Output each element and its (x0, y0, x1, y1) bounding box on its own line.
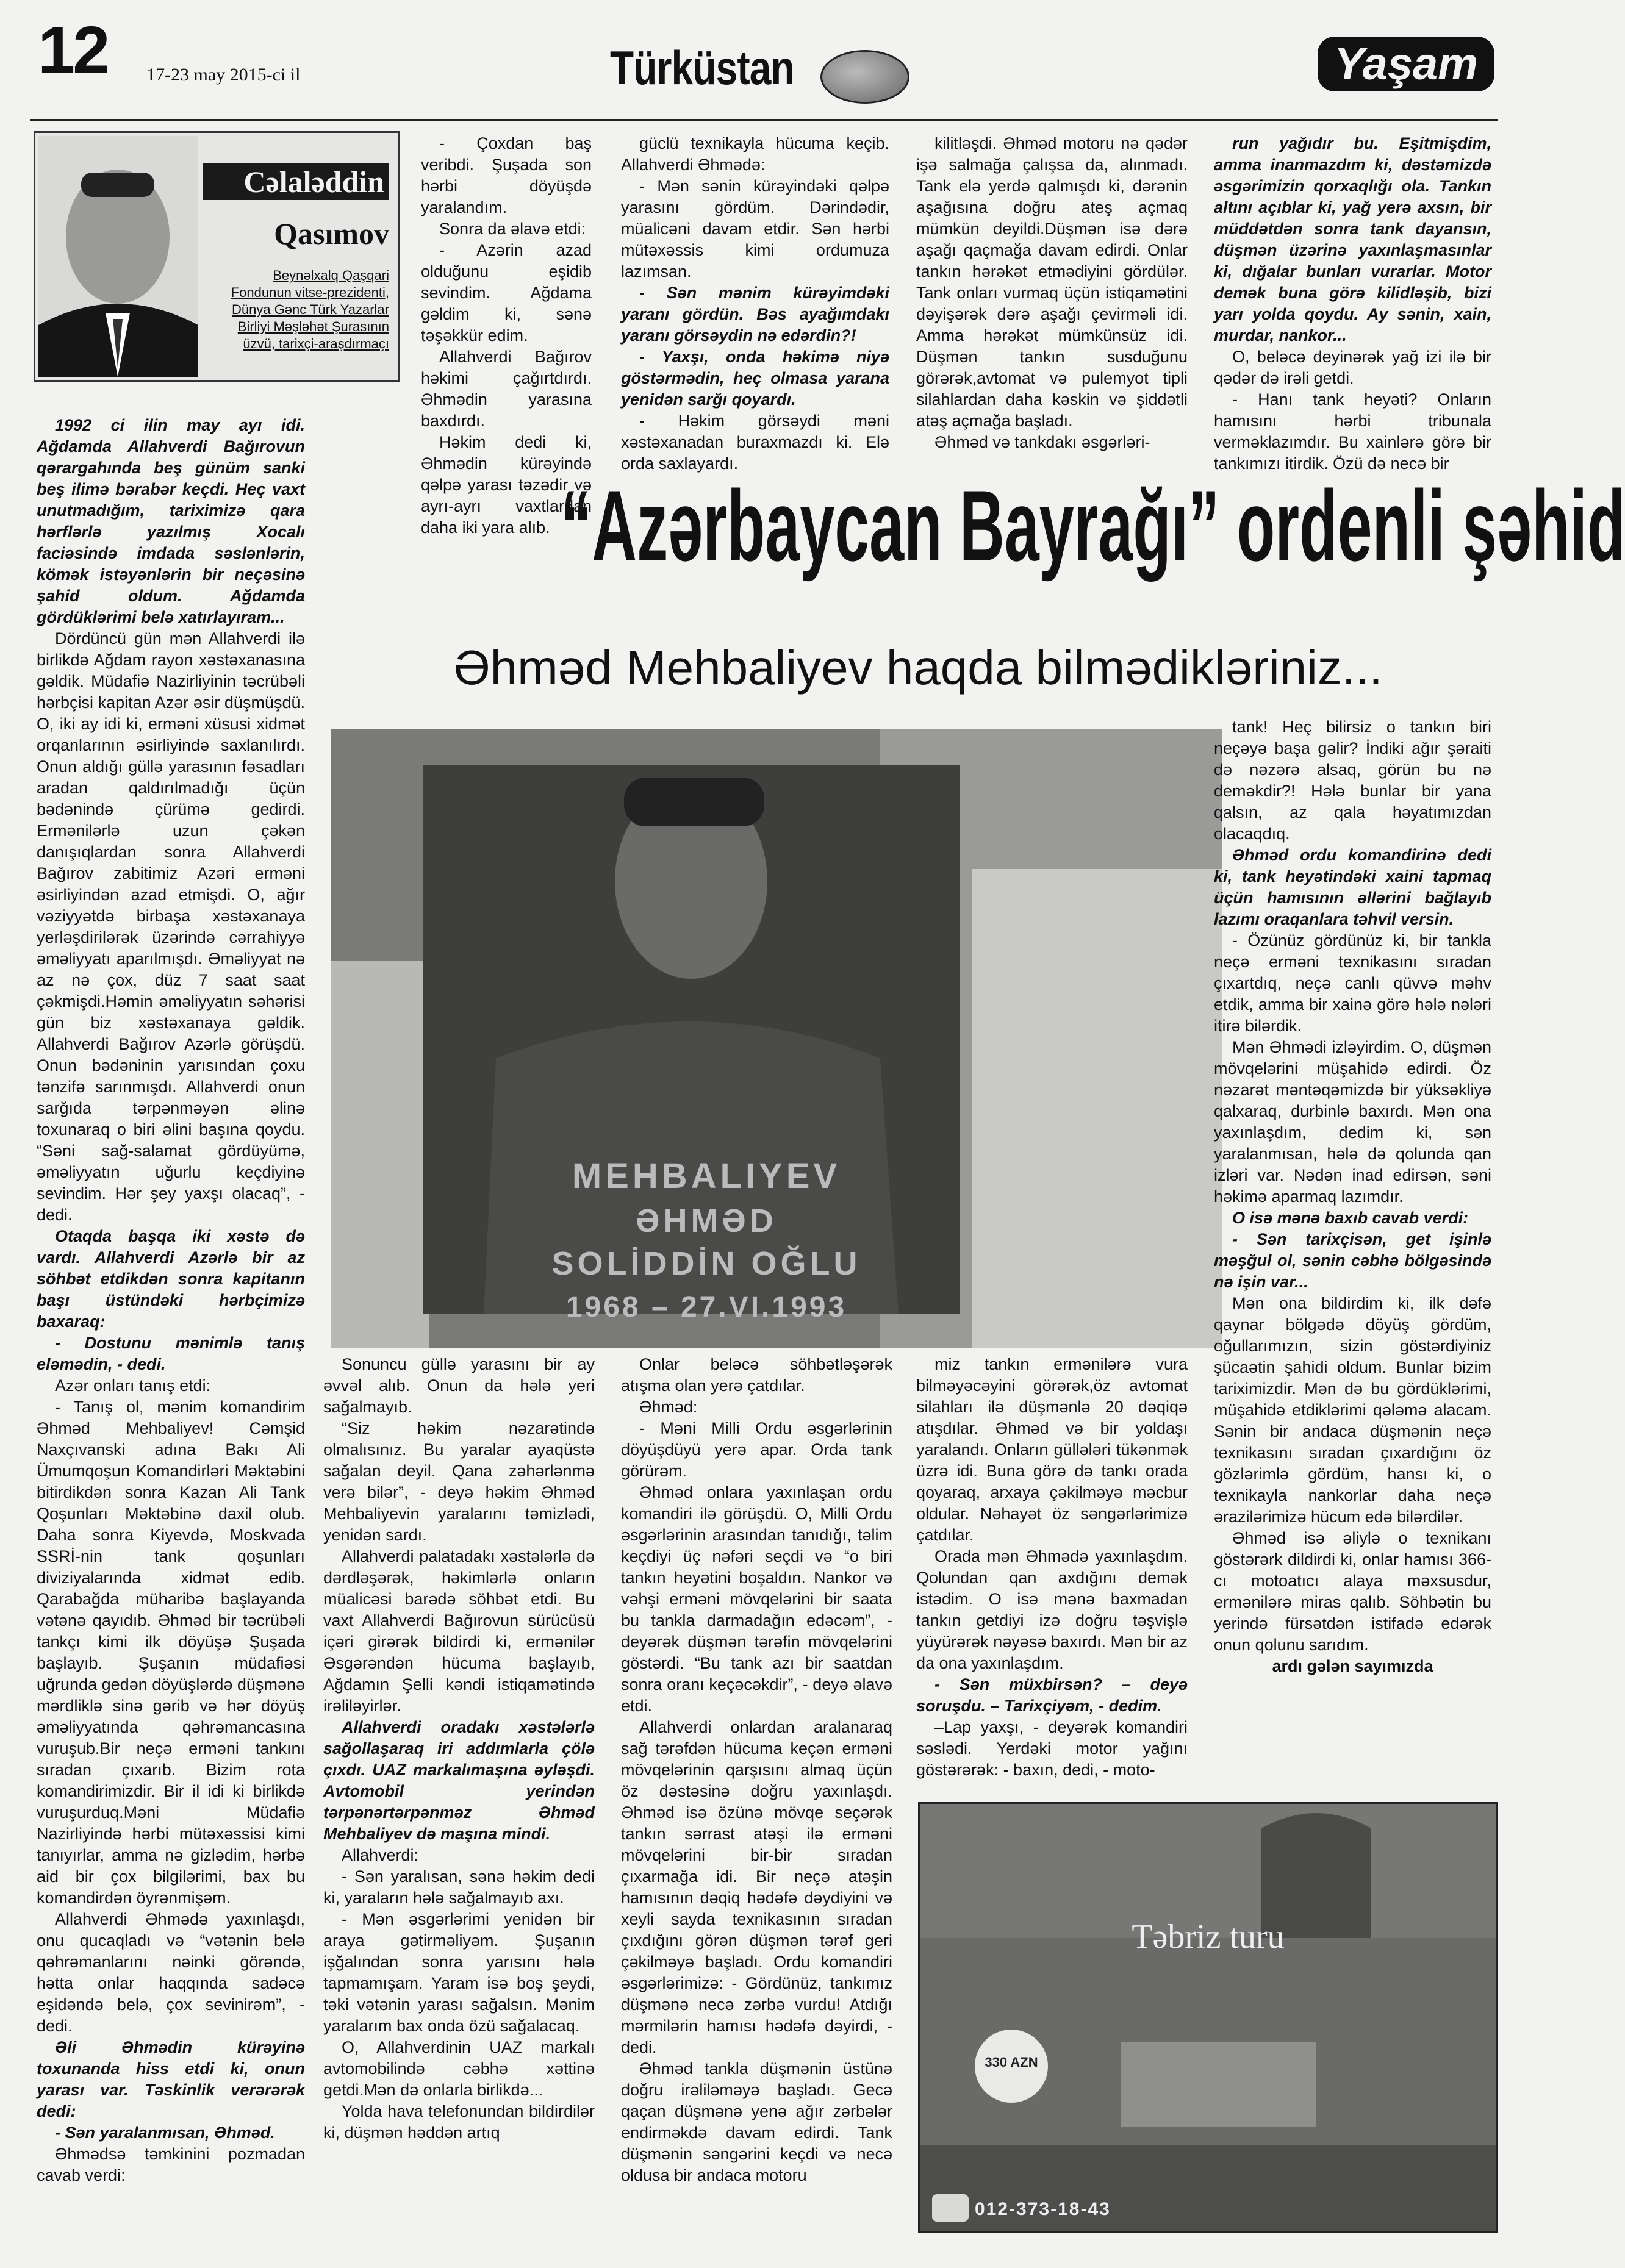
grave-line-1: MEHBALIYEV (572, 1156, 841, 1196)
paragraph: - Sən mənim kürəyimdəki yaranı gördün. Bəs ayağımdakı yaranı görsəydin nə edərdin?! (621, 284, 889, 345)
paragraph: - Dostunu mənimlə tanış eləmədin, - dedi. (37, 1334, 305, 1373)
paragraph: - Yaxşı, onda həkimə niyə göstərmədin, heç olmasa yarana yenidən sarğı qoyardı. (621, 348, 889, 409)
section-name: Yaşam (1318, 37, 1494, 91)
top-column-3 (621, 133, 889, 493)
top-column-5 (1214, 133, 1491, 493)
paragraph: tank! Heç bilirsiz o tankın biri neçəyə başa gəlir? İndiki ağır şəraiti də nəzərə alsaq, görün bu nə deməkdir?! Hələ bunlar bir yana qalsın, az qala həyatımızdan olacaqdıq. (1214, 718, 1491, 843)
paragraph: Allahverdi Əhmədə yaxınlaşdı, onu qucaqladı və “vətənin belə qəhrəmanlarını nəinki görəndə, hətta onlar haqqında sadəcə eşidəndə belə, çox sevinirəm”, - dedi. (37, 1910, 305, 2035)
masthead-rule (30, 119, 1498, 121)
paragraph: Əhmədsə təmkinini pozmadan cavab verdi: (37, 2145, 305, 2184)
paragraph: Sonuncu güllə yarasını bir ay əvvəl alıb. Onun da hələ yeri sağalmayıb. (323, 1355, 595, 1416)
paragraph: Dördüncü gün mən Allahverdi ilə birlikdə Ağdam rayon xəstəxanasına gəldik. Müdafiə Nazirliyinin təcrübəli hərbçisi kapitan Azər əsir düşmüşdü. O, iki ay idi ki, erməni xüsusi xidmət orqanlarının əsirliyində saxlanılırdı. Onun aldığı güllə yarasının fəsadları aradan qaldırılmadığı üçün bədənində çürümə gedirdi. Ermənilərlə uzun çəkən danışıqlardan sonra Allahverdi Bağırov zabitimiz Azəri erməni əsirliyindən azad etmişdi. O, ağır vəziyyətdə birbaşa xəstəxanaya yerləşdirilərək üzərində cərrahiyyə əməliyyatı aparılmışdı. Əməliyyat nə az nə çox, düz 7 saat saat çəkmişdi.Həmin əməliyyatın səhərisi gün biz xəstəxanaya gəldik. Allahverdi Bağırov Azərlə görüşdü. Onun bədəninin yarısından çoxu tənzifə sarınmışdı. Allahverdi onun sarğıda tərpənməyən əlinə toxunaraq o biri əlini başına qoydu. “Səni sağ-salamat gördüyümə, əməliyyatın uğurlu keçdiyinə sevindim. Hər şey yaxşı olacaq”, - dedi. (37, 629, 305, 1224)
paragraph: - Məni Milli Ordu əsgərlərinin döyüşdüyü yerə apar. Orda tank görürəm. (621, 1419, 892, 1480)
paragraph: kilitləşdi. Əhməd motoru nə qədər işə salmağa çalışsa da, alınmadı. Tank elə yerdə qalmışdı ki, dərənin aşağısına doğru ateş açmaq mümkün deyildi.Düşmən isə dərə aşağı qaçmağa davam edirdi. Onlar tankın hərəkət etmədiyini gördülər. Tank onları vurmaq üçün istiqamətini dəyişərək dərə aşağı çevirməli idi. Amma hərəkət mümkünsüz idi. Düşmən tankın susduğunu görərək,avtomat və pulemyot tipli silahlardan daha kəskin və şiddətli atəş açmağa başladı. (916, 134, 1188, 430)
ad-title: Təbriz turu (1132, 1918, 1285, 1956)
paragraph: Allahverdi: (342, 1846, 419, 1864)
top-column-4 (916, 133, 1188, 493)
paragraph: - Azərin azad olduğunu eşidib sevindim. Ağdama gəldim ki, sənə təşəkkür edim. (421, 241, 592, 345)
paragraph: miz tankın ermənilərə vura bilməyəcəyini görərək,öz avtomat silahları ilə düşmənlə 20 dəqiqə atışdılar. Əhməd və bir yoldaşı yaralandı. Onların güllələri tükənmək üzrə idi. Buna görə də tankı orada qoyaraq, arxaya çəkilməyə məcbur oldular. Nəhayət öz səngərlərimizə çatdılar. (916, 1355, 1188, 1544)
paragraph: Əhməd ordu komandirinə dedi ki, tank heyətindəki xaini tapmaq üçün hamısının əllərini bağlayıb lazımı oraqanlara təhvil versin. (1214, 846, 1491, 928)
bottom-column-3 (621, 1354, 892, 2238)
author-box (34, 131, 400, 382)
paragraph: - Hanı tank heyəti? Onların hamısını hərbi tribunala verməklazımdır. Bu xainlərə görə bir tankımızı itirdik. Özü də necə bir (1214, 390, 1491, 473)
headline-title: “Azərbaycan Bayrağı” ordenli şəhid (561, 470, 1625, 582)
paragraph: Sonra da əlavə etdi: (439, 220, 586, 238)
paragraph: Əhməd isə əliylə o texnikanı göstərərk dildirdi ki, onlar hamısı 366-cı motoatıcı alaya məxsusdur, ermənilərə miras qalıb. Söhbətin bu yerində fürsətdən istifadə edərək onun qolunu sarıdım. (1214, 1529, 1491, 1654)
paragraph: Otaqda başqa iki xəstə də vardı. Allahverdi Azərlə bir az söhbət etdikdən sonra kapitanın başı üstündəki hərbçimizə baxaraq: (37, 1227, 305, 1331)
paragraph: güclü texnikayla hücuma keçib. Allahverdi Əhmədə: (621, 134, 889, 174)
paragraph: Əhməd onlara yaxınlaşan ordu komandiri ilə görüşdü. O, Milli Ordu əsgərlərinin arasından tanıdığı, təlim keçdiyi üç nəfəri seçdi və “o biri tankın heyətini boşaldın. Nankor və vəhşi erməni mövqelərini bir saata bu tankla darmadağın edəcəm”, - deyərək düşmən tərəfin mövqelərini göstərdi. “Bu tank azı bir saatdan sonra oranı keçəcəkdir”, - deyə əlavə etdi. (621, 1483, 892, 1715)
paragraph: Onlar beləcə söhbətləşərək atışma olan yerə çatdılar. (621, 1355, 892, 1395)
paragraph: - Sən tarixçisən, get işinlə məşğul ol, sənin cəbhə bölgəsində nə işin var... (1214, 1230, 1491, 1291)
paragraph: - Mən sənin kürəyindəki qəlpə yarasını gördüm. Dərindədir, müalicəni davam etdir. Sən hərbi mütəxəssis kimi ordumuza lazımsan. (621, 177, 889, 281)
paragraph: Əhməd və tankdakı əsgərləri- (934, 433, 1150, 451)
paragraph: Mən ona bildirdim ki, ilk dəfə qaynar bölgədə döyüş gördüm, oğullarımızın, sizin göstərdiyiniz şücaətin şahidi oldum. Bunlar bizim tariximizdir. Mən də bu gördüklərimi, müşahidə etdiklərimi qələmə alacam. Sənin bir andaca düşmənin neçə texnikasını sıradan çıxardığını öz gözlərimlə gördüm, hansı ki, o texnikayla nankorlar daha neçə ərazilərimizə hücum edə bilərdilər. (1214, 1294, 1491, 1526)
paragraph: Azər onları tanış etdi: (55, 1376, 211, 1395)
paragraph: - Özünüz gördünüz ki, bir tankla neçə erməni texnikasını sıradan çıxartdıq, neçə canlı qüvvə məhv etdik, amma bir xainə görə hələ nələri itirə bilərdik. (1214, 931, 1491, 1035)
author-bio: Beynəlxalq Qaşqari Fondunun vitse-prezidenti, Dünya Gənc Türk Yazarlar Birliyi Məşləhət Şurasının üzvü, tarixçi-araşdırmaçı (231, 268, 389, 351)
paragraph: - Çoxdan baş veribdi. Şuşada son hərbi döyüşdə yaralandım. (421, 134, 592, 216)
intro-paragraph: 1992 ci ilin may ayı idi. Ağdamda Allahverdi Bağırovun qərargahında beş günüm sanki beş ilimə bərabər keçdi. Heç vaxt unutmadığım, tariximizə qara hərflərlə yazılmış Xocalı faciəsində imdada səslənlərin, kömək istəyənlərin bir neçəsinə şahid oldum. Ağdamda gördüklərimi belə xatırlayıram... (37, 416, 305, 626)
ad-graphic (920, 1804, 1496, 2231)
paragraph: - Həkim görsəydi məni xəstəxanadan buraxmazdı ki. Elə orda saxlayardı. (621, 412, 889, 473)
paragraph: O, beləcə deyinərək yağ izi ilə bir qədər də irəli getdi. (1214, 348, 1491, 387)
paragraph: - Sən müxbirsən? – deyə soruşdu. – Tarixçiyəm, - dedim. (916, 1675, 1188, 1715)
paragraph: - Mən əsgərlərimi yenidən bir araya gətirməliyəm. Şuşanın işğalından sonra yarısını hələ tapmamışam. Yaram isə boş şeydi, təki vətənin yarası sağalsın. Mənim yaralarım bax onda özü sağalacaq. (323, 1910, 595, 2035)
author-first-name: Cəlaləddin (203, 163, 389, 200)
grave-line-3: SOLİDDİN OĞLU (551, 1245, 861, 1282)
author-last-name: Qasımov (274, 216, 389, 251)
paragraph: Yolda hava telefonundan bildirdilər ki, düşmən həddən artıq (323, 2102, 595, 2142)
martyr-gravestone-photo (331, 729, 1222, 1348)
bottom-column-2 (323, 1354, 595, 2238)
paragraph: “Siz həkim nəzarətində olmalısınız. Bu yaralar ayaqüstə sağalan deyil. Qana zəhərlənmə verə bilər”, - deyə həkim Əhməd Mehbaliyevin yaralarını təmizlədi, yenidən sardı. (323, 1419, 595, 1544)
paragraph: Mən Əhmədi izləyirdim. O, düşmən mövqelərini müşahidə edirdi. Öz nəzarət məntəqəmizdə bir yüksəkliyə qalxaraq, durbinlə baxırdı. Mən ona yaxınlaşdım, dedim ki, sən yaralanmısan, hələ də qolunda qan izləri var. Nədən inad edirsən, səni həkimə aparmaq lazımdır. (1214, 1038, 1491, 1206)
paragraph: - Sən yaralısan, sənə həkim dedi ki, yaraların hələ sağalmayıb axı. (323, 1867, 595, 1907)
paragraph: - Sən yaralanmısan, Əhməd. (55, 2123, 275, 2142)
bottom-column-4 (916, 1354, 1188, 1779)
left-column (37, 415, 305, 2238)
paragraph: Allahverdi palatadakı xəstələrlə də dərdləşərək, həkimlərlə onların müalicəsi barədə söhbət etdi. Bu vaxt Allahverdi Bağırovun sürücüsü içəri girərək bildirdi ki, ermənilər Əsgərəndən hücuma başlayıb, Ağdamın Şelli kəndi istiqamətində irəliləyirlər. (323, 1547, 595, 1715)
tabriz-tour-ad (918, 1802, 1498, 2233)
paragraph: Allahverdi Bağırov həkimi çağırtdırdı. Əhmədin yarasına baxdırdı. (421, 348, 592, 430)
paragraph: run yağıdır bu. Eşitmişdim, amma inanmazdım ki, dəstəmizdə əsgərimizin qorxaqlığı ola. Tankın altını açıblar ki, yağ yerə axsın, bir müddətdən sonra tank dayansın, düşmən üzərinə yaxınlaşmasınlar ki, dığalar bunları vurarlar. Motor demək buna görə kilidləşib, bizi yarı yolda qoydu. Ay sənin, xain, murdar, nankor... (1214, 134, 1491, 345)
ad-price-badge: 330 AZN (985, 2055, 1038, 2070)
globe-logo-icon (820, 50, 909, 104)
author-portrait (38, 136, 198, 377)
paragraph: O, Allahverdinin UAZ markalı avtomobilində cəbhə xəttinə getdi.Mən də onlarla birlikdə... (323, 2038, 595, 2099)
paragraph: Əhməd: (639, 1398, 698, 1416)
paragraph: –Lap yaxşı, - deyərək komandiri səslədi. Yerdəki motor yağını göstərərək: - baxın, dedi, - moto- (916, 1718, 1188, 1779)
paragraph: - Tanış ol, mənim komandirim Əhməd Mehbaliyev! Cəmşid Naxçıvanski adına Bakı Ali Ümumqoşun Komandirləri Məktəbini bitirdikdən sonra Kazan Ali Tank Qoşunları Məktəbinə daxil olub. Daha sonra Kiyevdə, Moskvada SSRİ-nin tank qoşunları diviziyalarında xidmət edib. Qarabağda müharibə başlayanda vətənə qayıdıb. Əhməd bir təcrübəli tankçı kimi ilk döyüşə Şuşada başlayıb. Şuşanın müdafiəsi uğrunda gedən döyüşlərdə düşmənə mərdliklə sinə gərib və hər döyüş əməliyyatında qəhrəmancasına vuruşub.Bir neçə erməni tankını sıradan çıxarıb. Bizim rota komandirimizdir. Bir il idi ki birlikdə vuruşurduq.Məni Müdafiə Nazirliyində hərbi mütəxəssisi kimi tanıyırlar, amma nə gizlədim, hərbə aid bir çox bilgilərimi, bax bu komandirdən öyrənmişəm. (37, 1398, 305, 1907)
grave-dates: 1968 – 27.VI.1993 (565, 1291, 847, 1323)
issue-date: 17-23 may 2015-ci il (146, 65, 301, 85)
paragraph: Əli Əhmədin kürəyinə toxunanda hiss etdi ki, onun yarası var. Təskinlik verərərək dedi: (37, 2038, 305, 2120)
right-column (1214, 717, 1491, 1796)
grave-line-2: ƏHMƏD (636, 1203, 777, 1239)
paper-name: Türküstan (610, 41, 794, 95)
headline-subtitle: Əhməd Mehbaliyev haqda bilmədikləriniz... (453, 640, 1383, 695)
paragraph: Allahverdi onlardan aralanaraq sağ tərəfdən hücuma keçən erməni mövqelərinin qarşısını almaq üçün öz dəstəsinə doğru yaxınlaşdı. Əhməd isə özünə mövqe seçərək tankın sərrast atəşi ilə erməni mövqelərini bir-bir sıradan çıxarmağa idi. Bir neçə atəşin hamısının dəqiq hədəfə dəydiyini və xeyli sayda texnikasının sıradan çıxdığını görən düşmən tərəf geri çəkilməyə başladı. Ordu komandiri əsgərlərimizə: - Gördünüz, tankımız düşmənə necə zərbə vurdu! Atdığı mərmilərin hamısı hədəfə dəyirdi, - dedi. (621, 1718, 892, 2056)
paragraph: Əhməd tankla düşmənin üstünə doğru irəliləməyə başladı. Gecə qaçan düşmənə yenə ağır zərbələr endirməkdə davam edirdi. Tank düşmənin səngərini keçdi və necə oldusa bir andaca motoru (621, 2059, 892, 2184)
paragraph: Həkim dedi ki, Əhmədin kürəyində qəlpə yarası təzədir və ayrı-ayrı vaxtlardan daha iki yara alıb. (421, 433, 592, 537)
page-number: 12 (38, 13, 108, 88)
paragraph: Orada mən Əhmədə yaxınlaşdım. Qolundan qan axdığını demək istədim. O isə mənə baxmadan tankın getdiyi izə doğru təşvişlə yüyürərək nəyəsə baxırdı. Mən bir az da ona yaxınlaşdım. (916, 1547, 1188, 1672)
paragraph: Allahverdi oradakı xəstələrlə sağollaşaraq iri addımlarla çölə çıxdı. UAZ markalımaşına əyləşdi. Avtomobil yerindən tərpənərtərpənməz Əhməd Mehbaliyev də maşına mindi. (323, 1718, 595, 1843)
ad-phone: 012-373-18-43 (975, 2199, 1111, 2219)
continued-note: ardı gələn sayımızda (1272, 1657, 1433, 1675)
top-column-2 (348, 133, 592, 537)
paragraph: O isə mənə baxıb cavab verdi: (1232, 1209, 1469, 1227)
